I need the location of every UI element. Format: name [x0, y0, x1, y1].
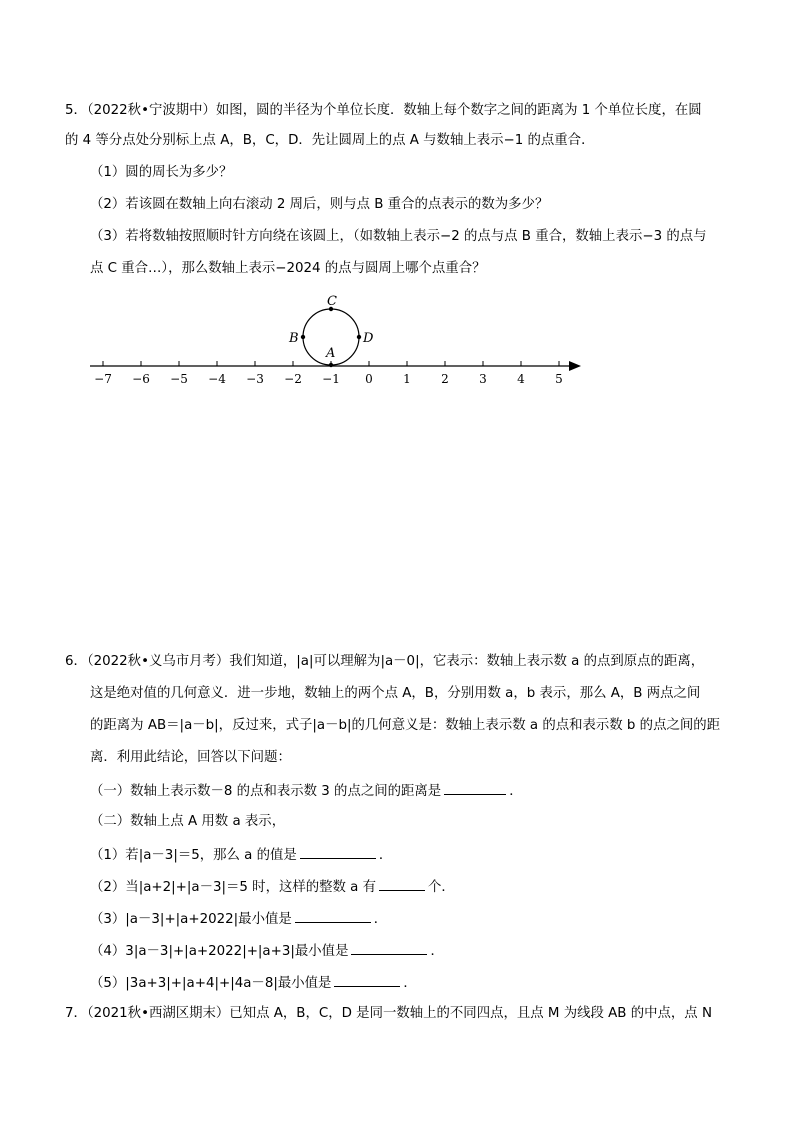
q6-line2: 这是绝对值的几何意义．进一步地，数轴上的两个点 A，B，分别用数 a，b 表示，那么 A，B 两点之间	[90, 686, 701, 701]
q6-part3-end: ．	[378, 848, 393, 863]
axis-tick-label: 0	[365, 372, 373, 386]
q6-line1: 6．（2022秋•义乌市月考）我们知道，|a|可以理解为|a－0|，它表示：数轴上表示数 a 的点到原点的距离，	[65, 654, 705, 669]
axis-tick-label: −5	[170, 372, 188, 386]
axis-tick-label: 1	[403, 372, 411, 386]
q6-part5-end: ．	[373, 912, 388, 927]
axis-tick-label: −2	[284, 372, 302, 386]
q7-line1: 7．（2021秋•西湖区期末）已知点 A，B，C，D 是同一数轴上的不同四点，且点 M 为线段 AB 的中点，点 N	[65, 1006, 712, 1021]
answer-blank-2[interactable]	[300, 844, 376, 859]
q6-part6-text: （4）3|a－3|+|a+2022|+|a+3|最小值是	[90, 944, 349, 959]
answer-blank-1[interactable]	[444, 780, 506, 795]
axis-tick-label: 5	[555, 372, 563, 386]
q5-sub3a: （3）若将数轴按照顺时针方向绕在该圆上，（如数轴上表示−2 的点与点 B 重合，数轴上表示−3 的点与	[90, 229, 707, 244]
axis-tick-label: −7	[94, 372, 112, 386]
q6-part6	[90, 940, 444, 962]
q6-part7	[90, 972, 417, 994]
point-a-dot	[329, 363, 333, 367]
q5-sub2: （2）若该圆在数轴上向右滚动 2 周后，则与点 B 重合的点表示的数为多少？	[90, 197, 549, 212]
answer-blank-5[interactable]	[351, 940, 427, 955]
q6-part4	[90, 876, 455, 898]
axis-tick-label: 2	[441, 372, 449, 386]
axis-tick-label: 3	[479, 372, 487, 386]
q6-line3: 的距离为 AB＝|a－b|，反过来，式子|a－b|的几何意义是：数轴上表示数 a 的点和表示数 b 的点之间的距	[90, 718, 721, 733]
point-b-dot	[301, 335, 305, 339]
point-d-label: D	[363, 331, 374, 346]
answer-blank-3[interactable]	[379, 876, 425, 891]
axis-tick-label: −1	[322, 372, 340, 386]
answer-blank-4[interactable]	[295, 908, 371, 923]
number-line-figure	[85, 290, 595, 390]
q6-part7-end: ．	[403, 976, 417, 991]
q6-part1	[90, 780, 523, 802]
q6-part2: （二）数轴上点 A 用数 a 表示，	[90, 814, 286, 829]
q6-part3-text: （1）若|a－3|＝5，那么 a 的值是	[90, 848, 297, 863]
axis-tick-label: −4	[208, 372, 226, 386]
q6-line4: 离．利用此结论，回答以下问题：	[90, 750, 291, 765]
q6-part1-text: （一）数轴上表示数－8 的点和表示数 3 的点之间的距离是	[90, 784, 442, 799]
q5-line1: 5．（2022秋•宁波期中）如图，圆的半径为个单位长度．数轴上每个数字之间的距离为 1 个单位长度，在圆	[65, 103, 702, 118]
axis-tick-label: −6	[132, 372, 150, 386]
q5-sub3b: 点 C 重合…），那么数轴上表示−2024 的点与圆周上哪个点重合？	[90, 261, 486, 276]
point-c-label: C	[327, 294, 337, 309]
answer-blank-6[interactable]	[334, 972, 400, 987]
q6-part3	[90, 844, 392, 866]
point-a-label: A	[326, 346, 336, 361]
q6-part5	[90, 908, 387, 930]
q6-part6-end: ．	[430, 944, 444, 959]
point-b-label: B	[289, 331, 299, 346]
q6-part1-end: ．	[509, 784, 523, 799]
axis-tick-label: −3	[246, 372, 264, 386]
q6-part4-end: 个．	[428, 880, 455, 895]
point-d-dot	[357, 335, 361, 339]
axis-arrow-icon	[569, 361, 581, 371]
q5-sub1: （1）圆的周长为多少？	[90, 165, 233, 180]
q6-part7-text: （5）|3a+3|+|a+4|+|4a－8|最小值是	[90, 976, 332, 991]
q6-part5-text: （3）|a－3|+|a+2022|最小值是	[90, 912, 292, 927]
q5-line2: 的 4 等分点处分别标上点 A，B，C，D．先让圆周上的点 A 与数轴上表示−1 的点重合．	[65, 133, 595, 148]
axis-tick-label: 4	[517, 372, 525, 386]
q6-part4-text: （2）当|a+2|+|a－3|＝5 时，这样的整数 a 有	[90, 880, 377, 895]
